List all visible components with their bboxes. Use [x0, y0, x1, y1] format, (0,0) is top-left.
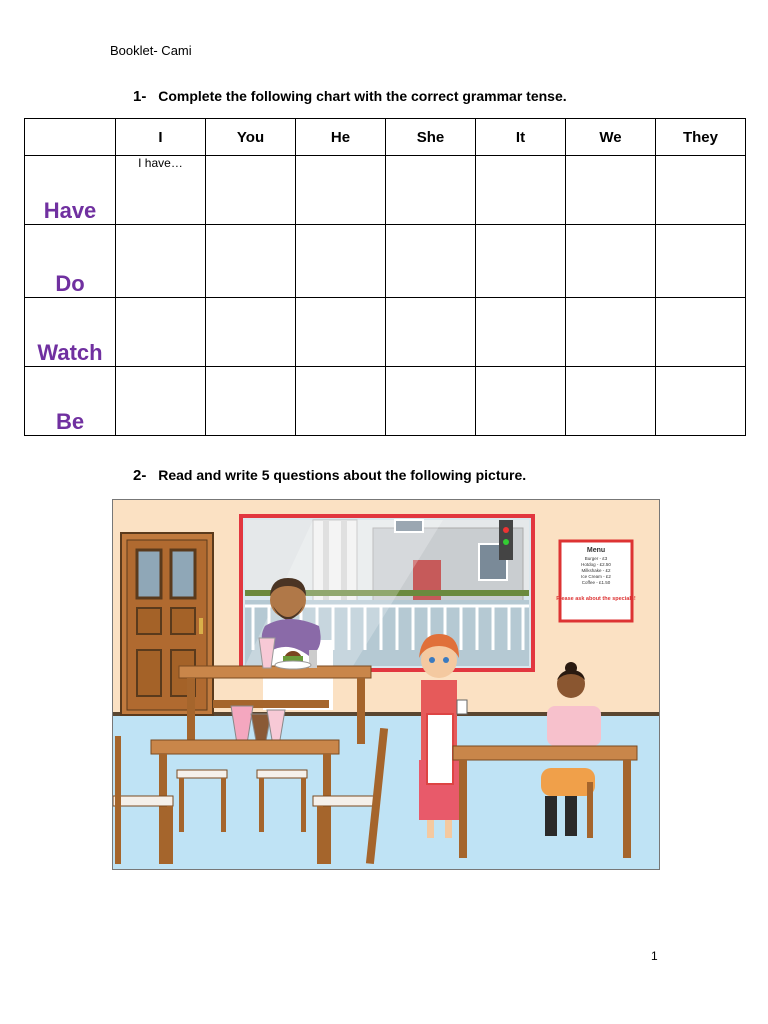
cafe-door: [121, 533, 213, 715]
answer-cell[interactable]: [566, 298, 656, 367]
menu-item: Ice Cream - £2: [581, 574, 611, 579]
grammar-chart: [24, 118, 746, 436]
answer-cell[interactable]: [656, 156, 746, 225]
answer-cell[interactable]: [296, 156, 386, 225]
answer-cell[interactable]: [566, 225, 656, 298]
verb-label-do: Do: [25, 225, 116, 298]
instruction-1: [133, 88, 567, 105]
answer-cell[interactable]: [206, 367, 296, 436]
answer-cell[interactable]: [206, 298, 296, 367]
answer-cell[interactable]: [476, 298, 566, 367]
cafe-illustration: [112, 499, 660, 870]
answer-cell[interactable]: [386, 298, 476, 367]
answer-cell[interactable]: [386, 156, 476, 225]
instruction-2-number: 2-: [133, 467, 147, 484]
menu-item: Hotdog - £2.50: [581, 562, 611, 567]
answer-cell[interactable]: [116, 298, 206, 367]
answer-cell[interactable]: [386, 225, 476, 298]
chart-corner-cell: [25, 119, 116, 156]
column-header-they: They: [656, 119, 746, 156]
page-number: 1: [651, 949, 658, 963]
instruction-2-text: Read and write 5 questions about the following picture.: [158, 467, 527, 483]
answer-cell[interactable]: [296, 367, 386, 436]
verb-label-watch: Watch: [25, 298, 116, 367]
column-header-you: You: [206, 119, 296, 156]
column-header-we: We: [566, 119, 656, 156]
verb-label-be: Be: [25, 367, 116, 436]
answer-cell[interactable]: [206, 225, 296, 298]
answer-cell[interactable]: [566, 156, 656, 225]
instruction-1-text: Complete the following chart with the correct grammar tense.: [158, 88, 567, 104]
menu-board: [556, 541, 636, 621]
instruction-2: [133, 467, 526, 484]
menu-specials-note: Please ask about the specials!: [556, 596, 636, 602]
answer-cell[interactable]: I have…: [116, 156, 206, 225]
answer-cell[interactable]: [656, 225, 746, 298]
answer-cell[interactable]: [656, 367, 746, 436]
answer-cell[interactable]: [296, 225, 386, 298]
answer-cell[interactable]: [566, 367, 656, 436]
answer-cell[interactable]: [386, 367, 476, 436]
menu-title: Menu: [586, 547, 606, 554]
menu-item: Coffee - £1.50: [581, 580, 611, 585]
answer-cell[interactable]: [656, 298, 746, 367]
menu-item: Burger - £3: [584, 556, 608, 561]
chart-row-have: [25, 156, 746, 225]
answer-cell[interactable]: [476, 156, 566, 225]
answer-cell[interactable]: [116, 225, 206, 298]
chart-row-watch: [25, 298, 746, 367]
answer-cell[interactable]: [476, 367, 566, 436]
menu-item: Milkshake - £2: [581, 568, 611, 573]
chart-row-be: [25, 367, 746, 436]
answer-cell[interactable]: [206, 156, 296, 225]
answer-cell[interactable]: [296, 298, 386, 367]
column-header-he: He: [296, 119, 386, 156]
column-header-it: It: [476, 119, 566, 156]
chart-row-do: [25, 225, 746, 298]
column-header-i: I: [116, 119, 206, 156]
chart-header-row: [25, 119, 746, 156]
booklet-header: Booklet- Cami: [110, 43, 192, 58]
instruction-1-number: 1-: [133, 88, 147, 105]
answer-cell[interactable]: [476, 225, 566, 298]
column-header-she: She: [386, 119, 476, 156]
answer-cell[interactable]: [116, 367, 206, 436]
verb-label-have: Have: [25, 156, 116, 225]
